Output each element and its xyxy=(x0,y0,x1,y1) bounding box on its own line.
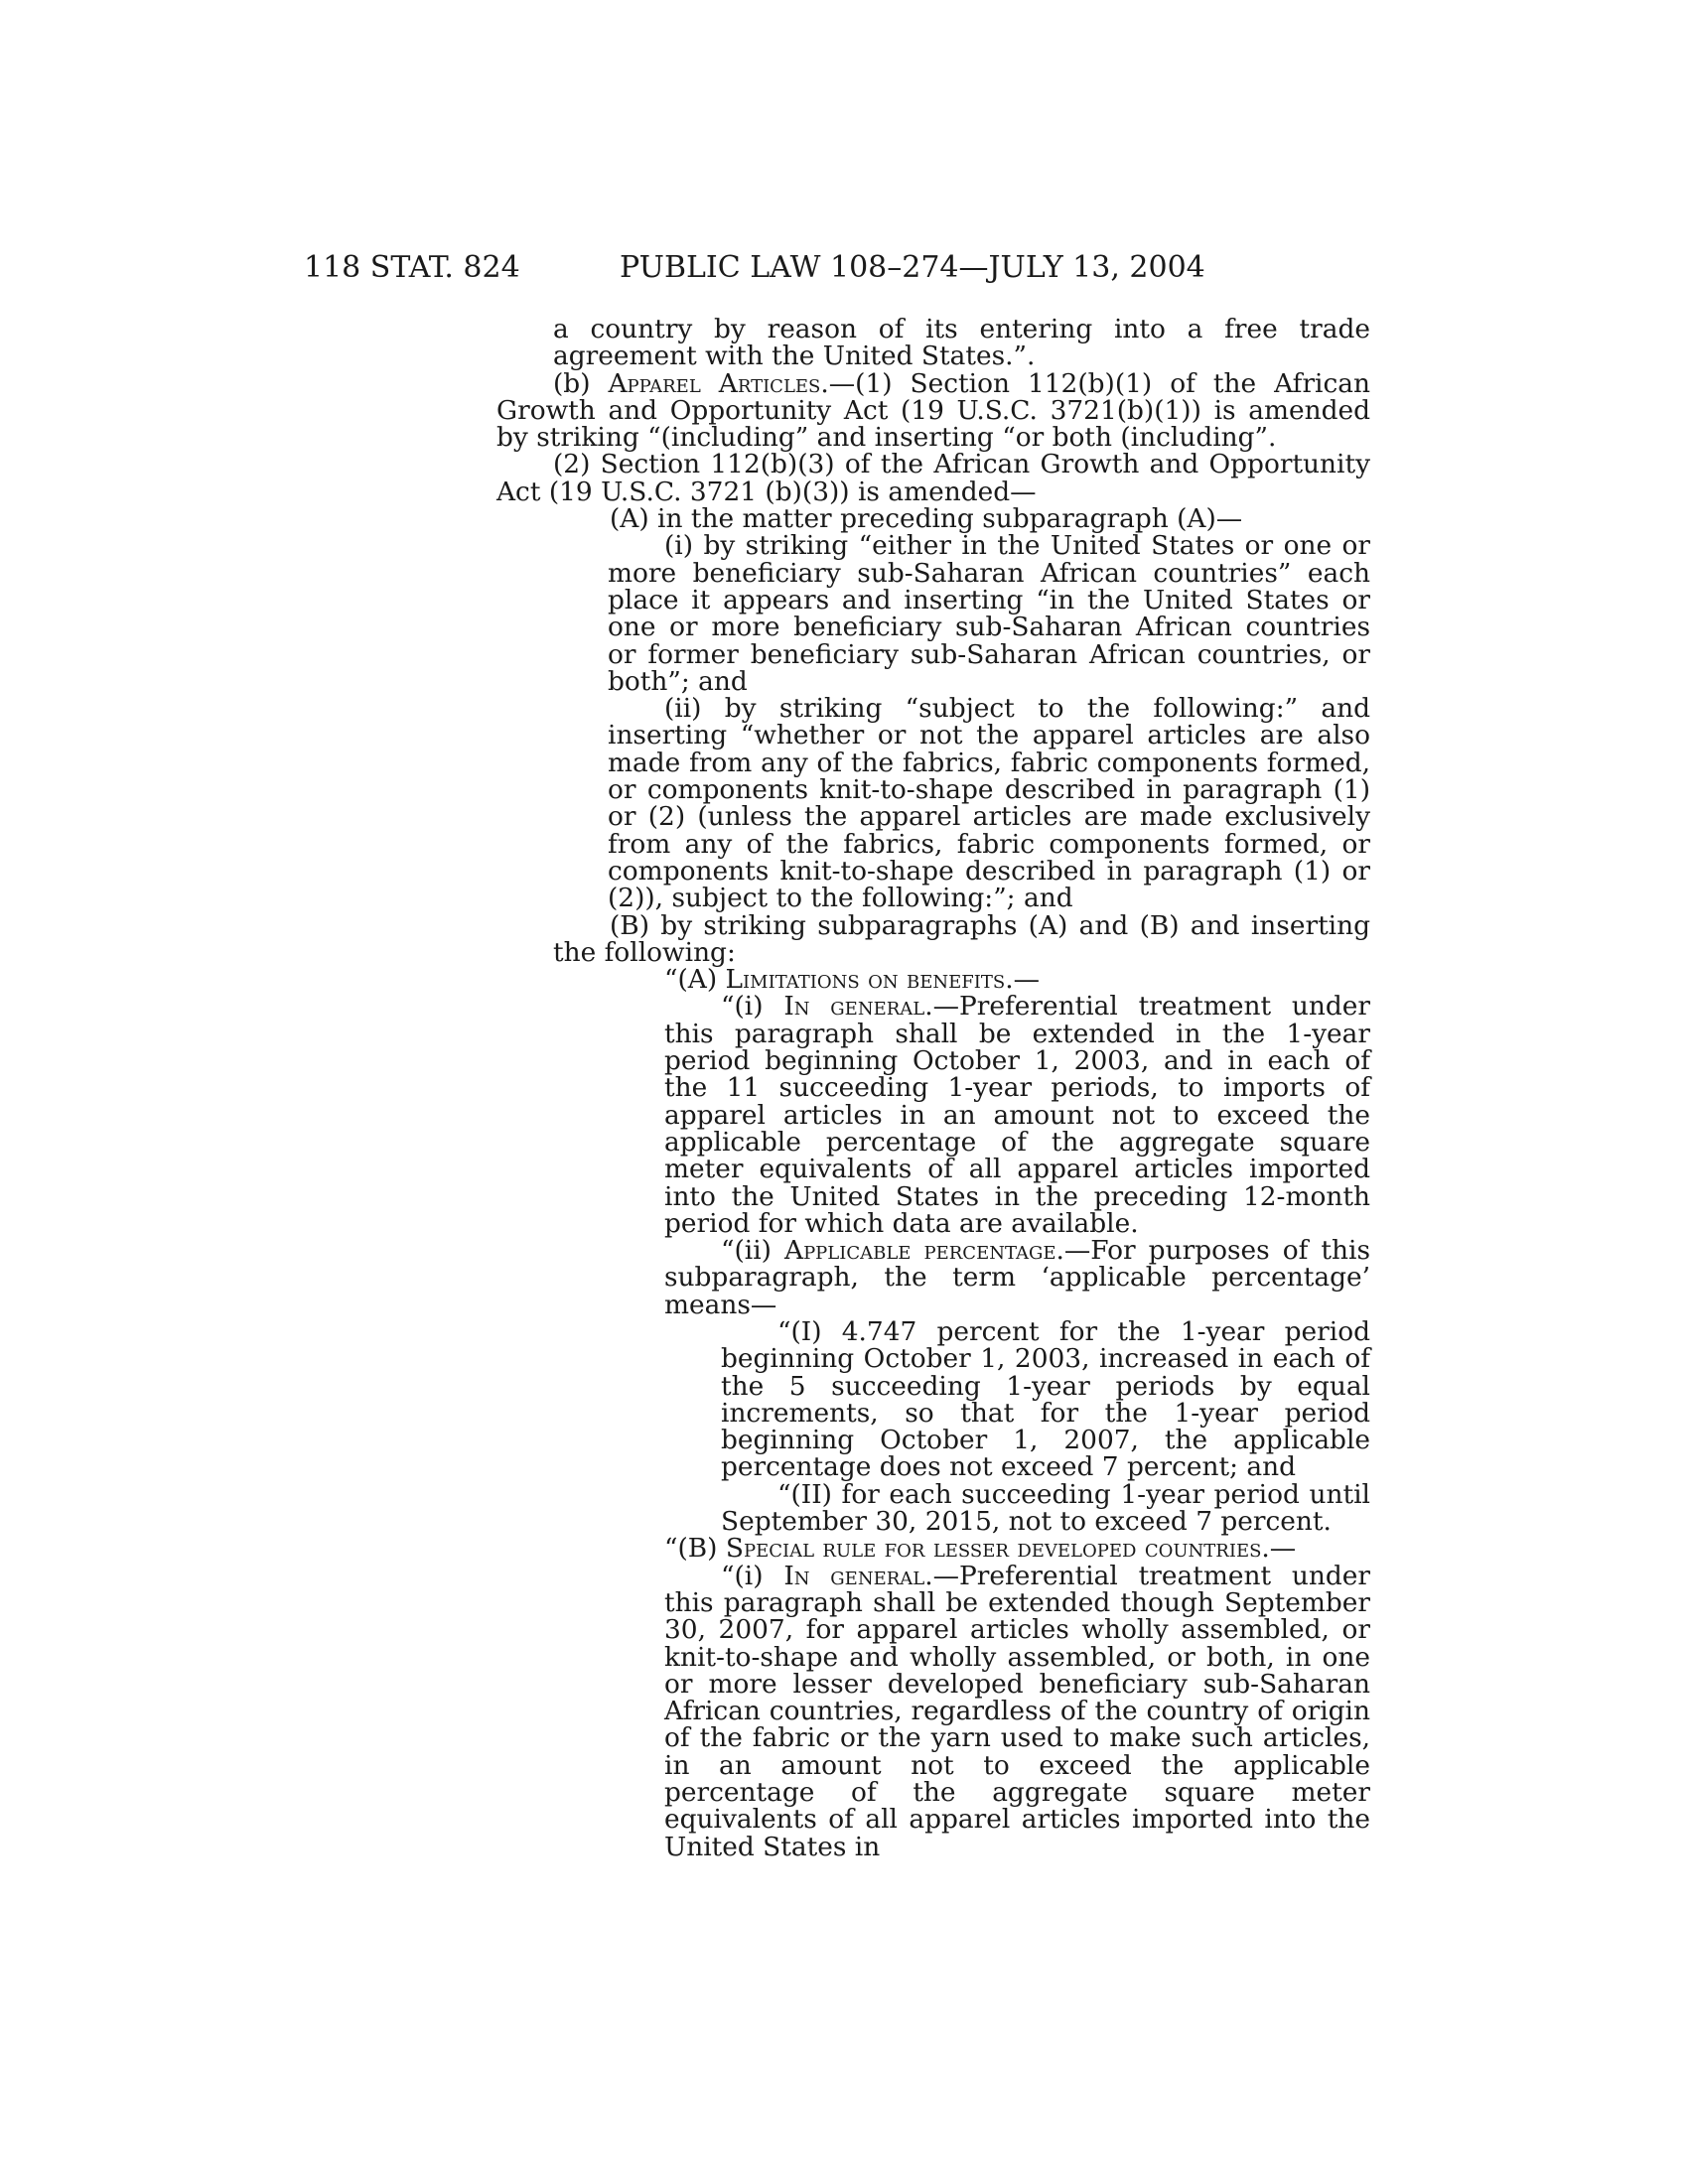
statute-body xyxy=(496,316,1370,1860)
inserted-A-ii-I: “(I) 4.747 percent for the 1-year period beginning October 1, 2003, increased in each of the 5 succeeding 1-year periods by equal increments, so that for the 1-year period beginning October 1, 2007, the applicable percentage does not exceed 7 percent; and xyxy=(721,1315,1370,1483)
inserted-A-limitations: “(A) Limitations on benefits.— xyxy=(664,964,1040,996)
paragraph-continuation: a country by reason of its entering into a free trade agreement with the United States.”. xyxy=(553,314,1370,372)
inserted-A-ii-applicable-percentage: “(ii) Applicable percentage.—For purposes of this subparagraph, the term ‘applicable percentage’ means— xyxy=(664,1235,1370,1320)
page-header xyxy=(0,250,1688,290)
subparagraph-A: (A) in the matter preceding subparagraph (A)— xyxy=(610,503,1243,535)
clause-i: (i) by striking “either in the United States or one or more beneficiary sub-Saharan African countries” each place it appears and inserting “in the United States or one or more beneficiary sub-Saharan African countries or former beneficiary sub-Saharan African countries, or both”; and xyxy=(608,530,1370,697)
inserted-B-special-rule: “(B) Special rule for lesser developed countries.— xyxy=(664,1533,1297,1565)
inserted-A-i-in-general: “(i) In general.—Preferential treatment under this paragraph shall be extended in the 1-year period beginning October 1, 2003, and in each of the 11 succeeding 1-year periods, to imports of apparel articles in an amount not to exceed the applicable percentage of the aggregate square meter equivalents of all apparel articles imported into the United States in the preceding 12-month period for which data are available. xyxy=(664,991,1370,1239)
clause-ii: (ii) by striking “subject to the following:” and inserting “whether or not the apparel articles are also made from any of the fabrics, fabric components formed, or components knit-to-shape described in paragraph (1) or (2) (unless the apparel articles are made exclusively from any of the fabrics, fabric components formed, or components knit-to-shape described in paragraph (1) or (2)), subject to the following:”; and xyxy=(608,693,1370,914)
paragraph-2: (2) Section 112(b)(3) of the African Growth and Opportunity Act (19 U.S.C. 3721 (b)(3)) is amended— xyxy=(496,449,1370,507)
inserted-B-i-in-general: “(i) In general.—Preferential treatment under this paragraph shall be extended though September 30, 2007, for apparel articles wholly assembled, or knit-to-shape and wholly assembled, or both, in one or more lesser developed beneficiary sub-Saharan African countries, regardless of the country of origin of the fabric or the yarn used to make such articles, in an amount not to exceed the applicable percentage of the aggregate square meter equivalents of all apparel articles imported into the United States in xyxy=(664,1560,1370,1862)
public-law-title: PUBLIC LAW 108–274—JULY 13, 2004 xyxy=(620,250,1205,285)
statute-page-number: 118 STAT. 824 xyxy=(304,250,520,285)
inserted-A-ii-II: “(II) for each succeeding 1-year period until September 30, 2015, not to exceed 7 percent. xyxy=(721,1478,1370,1538)
subparagraph-B: (B) by striking subparagraphs (A) and (B) and inserting the following: xyxy=(553,909,1370,968)
paragraph-b-apparel-articles: (b) Apparel Articles.—(1) Section 112(b)(1) of the African Growth and Opportunity Act (19 U.S.C. 3721(b)(1)) is amended by striking “(including” and inserting “or both (including”. xyxy=(496,367,1371,454)
